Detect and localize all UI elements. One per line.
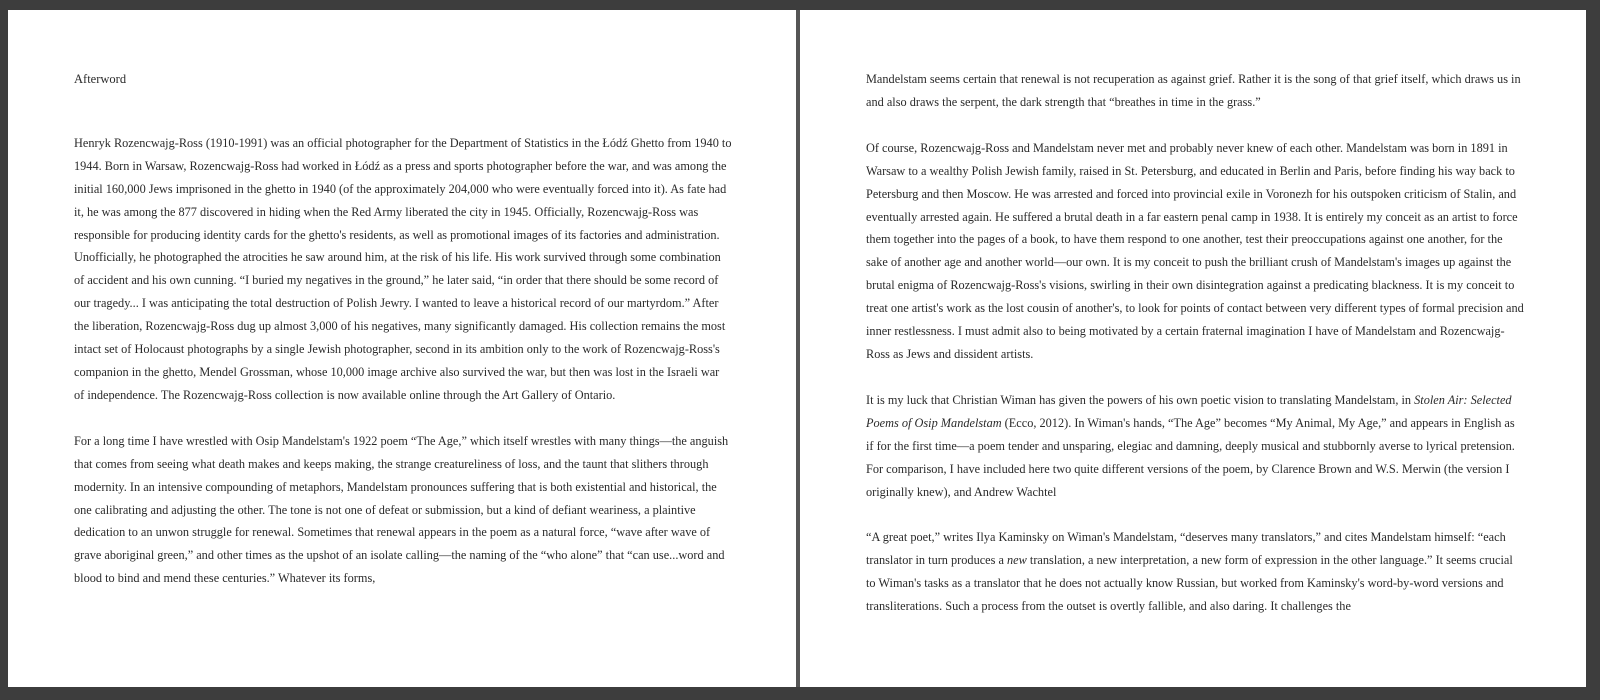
paragraph-kaminsky [866,526,1524,618]
page-heading: Afterword [74,72,127,86]
paragraph-rozencwajg-ross: Henryk Rozencwajg-Ross (1910-1991) was an official photographer for the Department of Statistics in the Łódź Ghetto from 1940 to 1944. Born in Warsaw, Rozencwajg-Ross had worked in Łódź as a press and sports photographer before the war, and was among the initial 160,000 Jews imprisoned in the ghetto in 1940 (of the approximately 204,000 who were eventually forced into it). As fate had it, he was among the 877 discovered in hiding when the Red Army liberated the city in 1945. Officially, Rozencwajg-Ross was responsible for producing identity cards for the ghetto's residents, as well as promotional images of its factories and administration. Unofficially, he photographed the atrocities he saw around him, at the risk of his life. His work survived through some combination of accident and his own cunning. “I buried my negatives in the ground,” he later said, “in order that there should be some record of our tragedy... I was anticipating the total destruction of Polish Jewry. I wanted to leave a historical record of our martyrdom.” After the liberation, Rozencwajg-Ross dug up almost 3,000 of his negatives, many significantly damaged. His collection remains the most intact set of Holocaust photographs by a single Jewish photographer, second in its ambition only to the work of Rozencwajg-Ross's companion in the ghetto, Mendel Grossman, whose 10,000 image archive also survived the war, but then was lost in the Israeli war of independence. The Rozencwajg-Ross collection is now available online through the Art Gallery of Ontario. [74,135,732,402]
left-page [8,10,796,687]
paragraph-never-met: Of course, Rozencwajg-Ross and Mandelstam never met and probably never knew of each other. Mandelstam was born in 1891 in Warsaw to a wealthy Polish Jewish family, raised in St. Petersburg, and educated in Berlin and Paris, before finding his way back to Petersburg and then Moscow. He was arrested and forced into provincial exile in Voronezh for his outspoken criticism of Stalin, and eventually arrested again. He suffered a brutal death in a far eastern penal camp in 1938. It is entirely my conceit as an artist to force them together into the pages of a book, to have them respond to one another, test their preoccupations against one another, for the sake of another age and another world—our own. It is my conceit to push the brilliant crush of Mandelstam's images up against the brutal enigma of Rozencwajg-Ross's visions, swirling in their own disintegration against a predicating blackness. It is my conceit to treat one artist's work as the lost cousin of another's, to look for points of contact between very different types of formal precision and inner restlessness. I must admit also to being motivated by a certain fraternal imagination I have of Mandelstam and Rozencwajg-Ross as Jews and dissident artists. [866,140,1524,361]
text-run: “A great poet,” writes Ilya Kaminsky on Wiman's Mandelstam, “deserves many translators,” and cites Mandelstam himself: “each translator in turn produces a [866,530,1506,568]
paragraph-renewal: Mandelstam seems certain that renewal is not recuperation as against grief. Rather it is the song of that grief itself, which draws us in and also draws the serpent, the dark strength that “breathes in time in the grass.” [866,72,1521,109]
text-run: (Ecco, 2012). In Wiman's hands, “The Age” becomes “My Animal, My Age,” and appears in English as if for the first time—a poem tender and unsparing, elegiac and damning, deeply musical and stubbornly averse to lyrical pretension. For comparison, I have included here two quite different versions of the poem, by Clarence Brown and W.S. Merwin (the version I originally knew), and Andrew Wachtel [866,415,1515,499]
right-page [800,10,1586,687]
text-run: translation, a new interpretation, a new form of expression in the other language.” It seems crucial to Wiman's tasks as a translator that he does not actually know Russian, but worked from Kaminsky's word-by-word versions and transliterations. Such a process from the outset is overtly fallible, and also daring. It challenges the [866,553,1513,614]
paragraph-wiman [866,389,1524,504]
text-run: It is my luck that Christian Wiman has given the powers of his own poetic vision to translating Mandelstam, in [866,392,1415,407]
book-title: Stolen Air: Selected Poems of Osip Mandelstam [866,392,1512,430]
emphasis-new: new [1007,553,1027,568]
paragraph-mandelstam-poem: For a long time I have wrestled with Osip Mandelstam's 1922 poem “The Age,” which itself wrestles with many things—the anguish that comes from seeing what death makes and keeps making, the strange creatureliness of loss, and the taunt that slithers through modernity. In an intensive compounding of metaphors, Mandelstam pronounces suffering that is both existential and historical, the one calibrating and adjusting the other. The tone is not one of defeat or submission, but a kind of defiant weariness, a plaintive dedication to an unwon struggle for renewal. Sometimes that renewal appears in the poem as a natural force, “wave after wave of grave aboriginal green,” and other times as the upshot of an isolate calling—the naming of the “who alone” that “can use...word and blood to bind and mend these centuries.” Whatever its forms, [74,433,729,586]
